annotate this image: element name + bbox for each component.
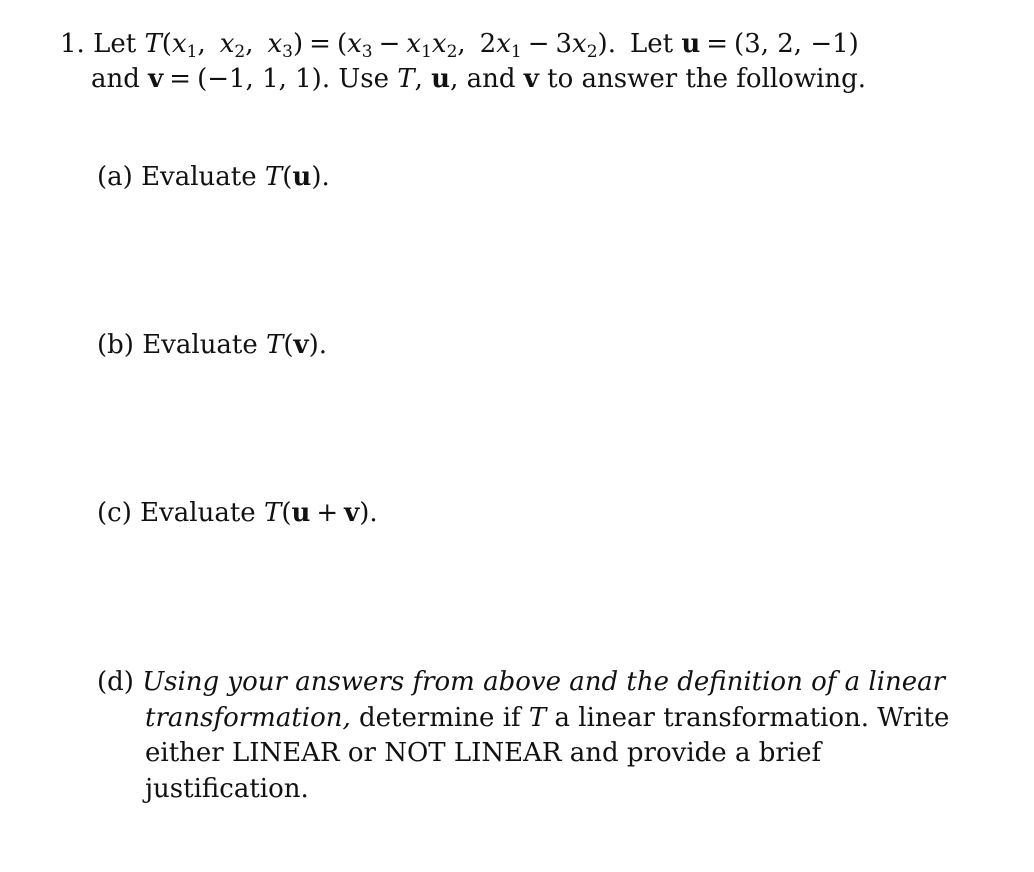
u-value: (3, 2, −1) <box>734 29 859 59</box>
part-a: (a) Evaluate T(u). <box>97 159 330 195</box>
part-a-label: (a) <box>97 162 133 192</box>
func-T: T <box>144 29 162 59</box>
let-word: Let <box>93 29 137 59</box>
problem-statement-line-2: and v = (−1, 1, 1). Use T, u, and v to answer the following. <box>91 64 867 94</box>
part-d-line-4: justification. <box>145 774 309 804</box>
part-c-label: (c) <box>97 498 132 528</box>
v-value: (−1, 1, 1). <box>197 64 331 94</box>
problem-number: 1. <box>60 29 85 59</box>
part-c: (c) Evaluate T(u + v). <box>97 495 378 531</box>
part-d-label: (d) <box>97 667 134 697</box>
vector-v: v <box>148 64 164 94</box>
part-d-line-2: transformation, determine if T a linear transformation. Write <box>145 703 950 733</box>
vector-u: u <box>681 29 701 59</box>
problem-statement-line-1: 1. Let $T(x_1$, $x_2$, $x_3) = (x_3 - x_1x_2$, $2x_1 - 3x_2$). Let u = (3, 2, −1) <box>60 29 859 62</box>
part-d-line-1: (d) Using your answers from above and the definition of a linear <box>97 664 945 700</box>
part-b-label: (b) <box>97 330 134 360</box>
part-b: (b) Evaluate T(v). <box>97 327 327 363</box>
part-d-line-3: either LINEAR or NOT LINEAR and provide a brief <box>145 738 822 768</box>
